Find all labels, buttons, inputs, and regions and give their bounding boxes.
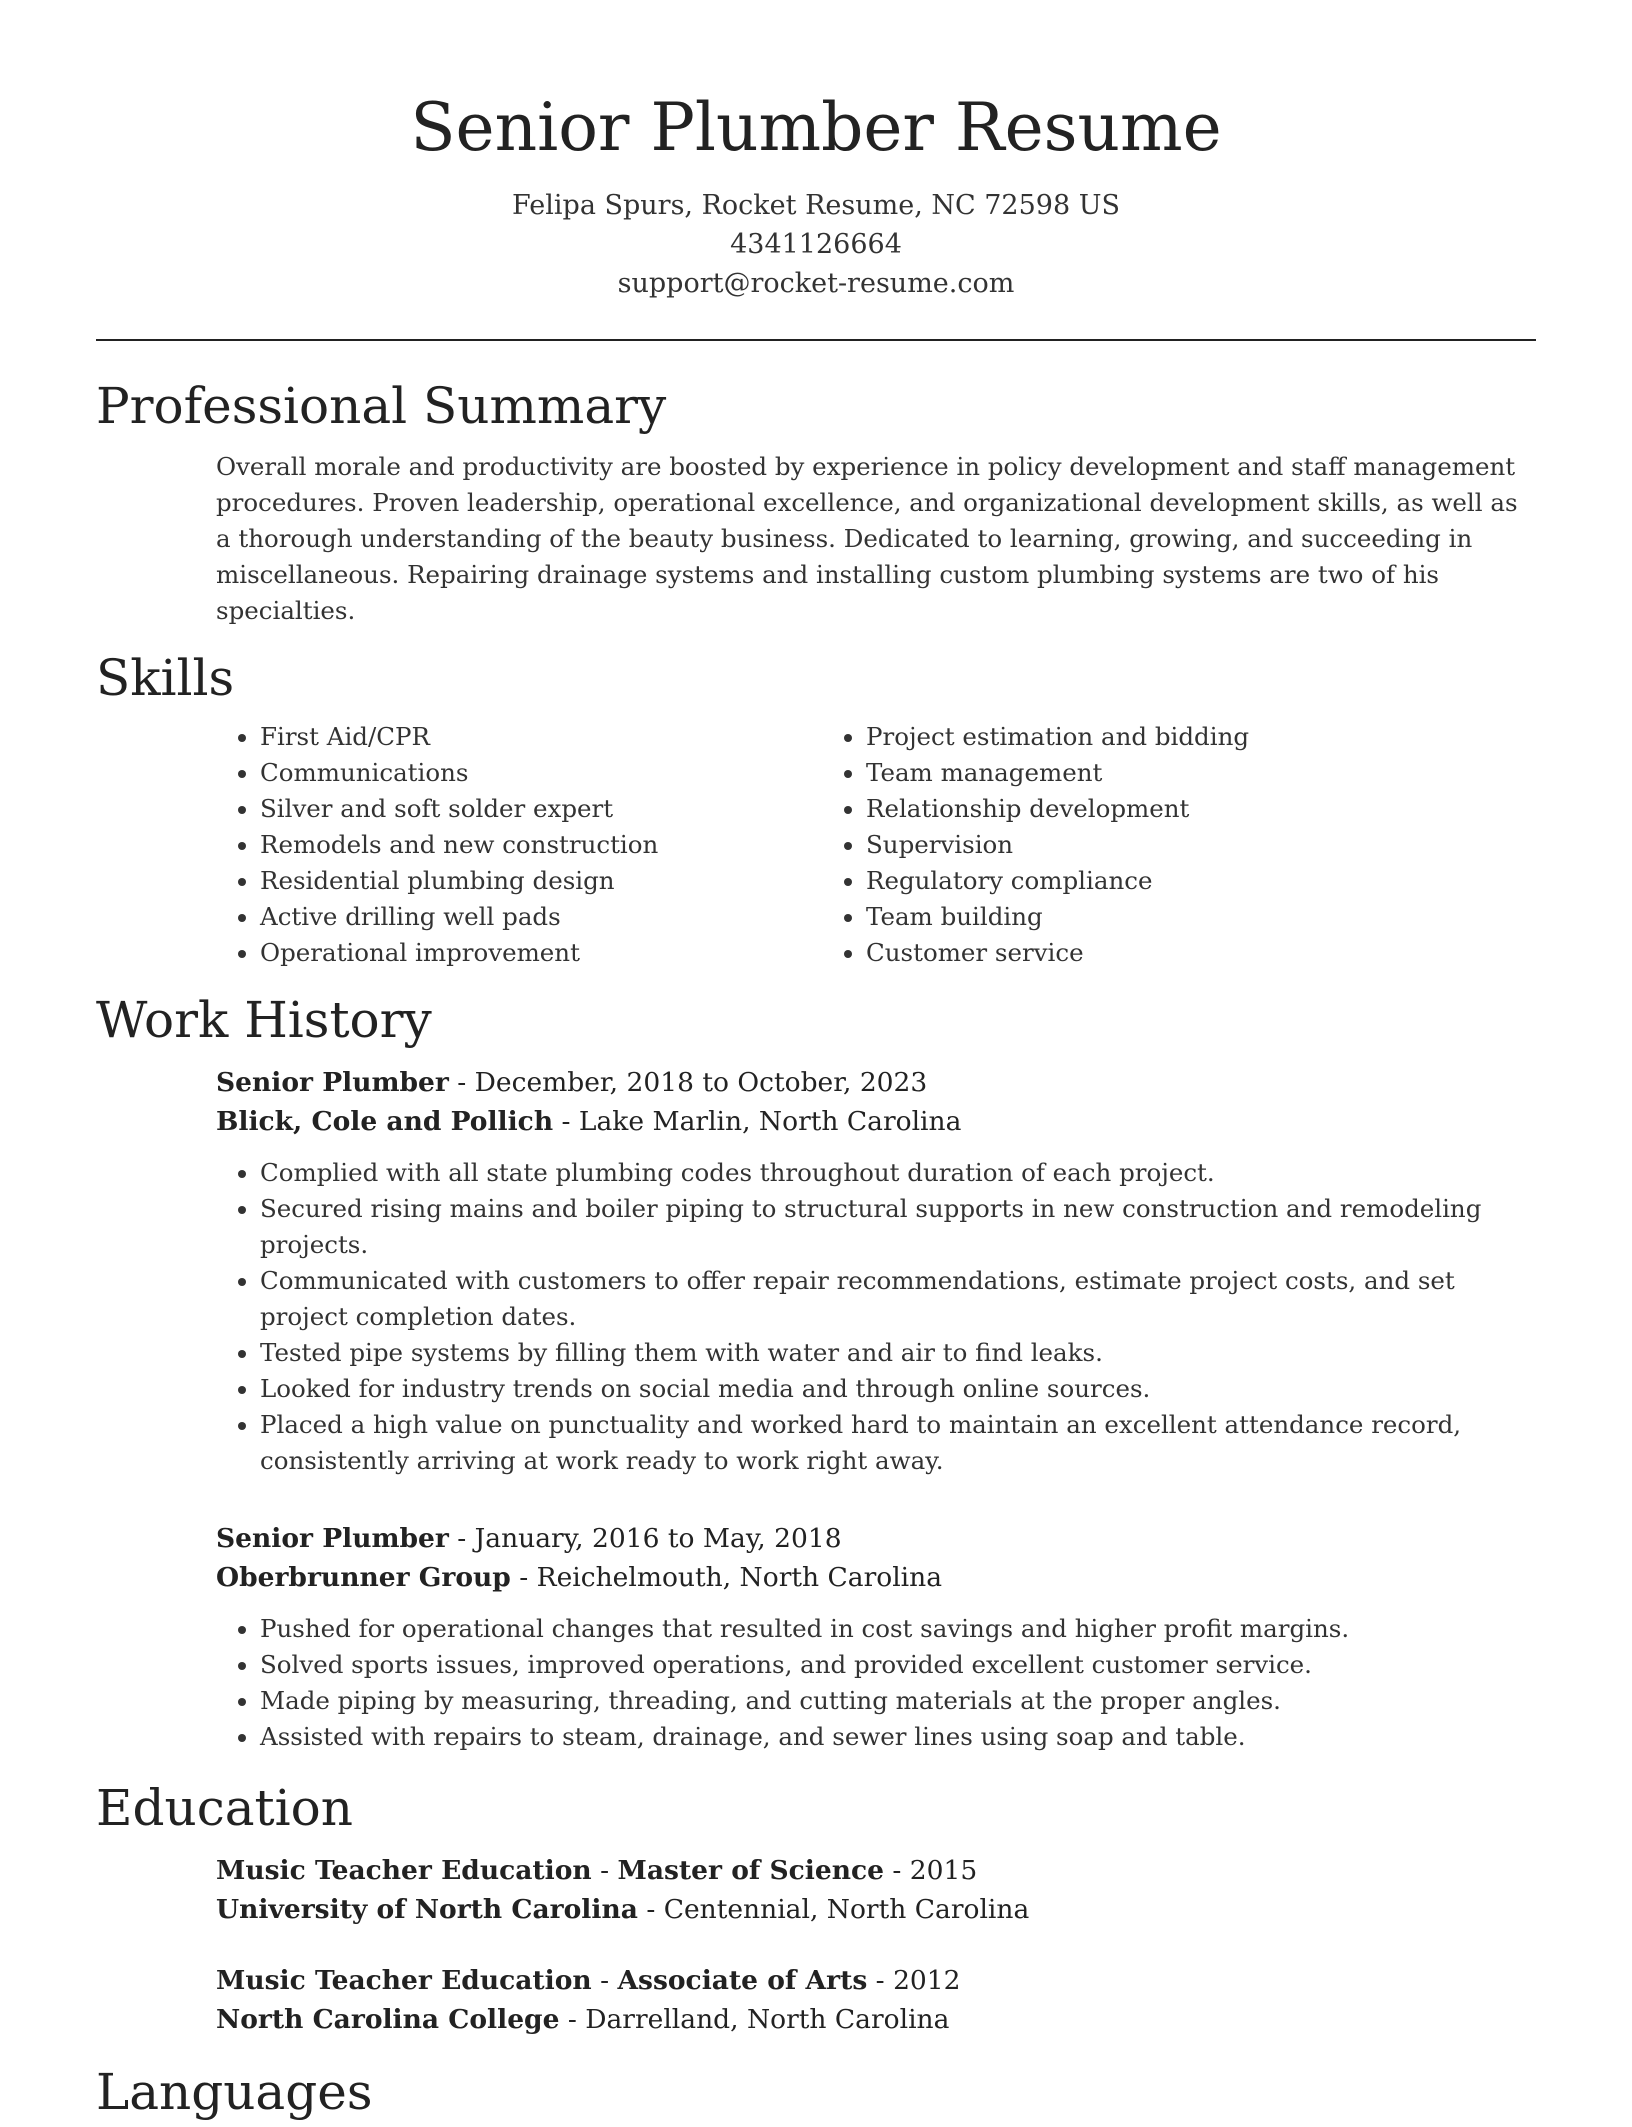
education-school: University of North Carolina: [216, 1894, 638, 1925]
job-entry: [216, 1063, 1536, 1479]
education-location: Centennial, North Carolina: [663, 1894, 1030, 1925]
education-field: Music Teacher Education: [216, 1965, 592, 1996]
skill-item: • Team building: [866, 899, 1428, 935]
summary-section: [96, 371, 1536, 629]
education-degree: Master of Science: [617, 1855, 884, 1886]
job-duty: • Tested pipe systems by filling them with water and air to find leaks.: [260, 1335, 1536, 1371]
skills-heading: Skills: [96, 649, 235, 707]
education-degree-line: Music Teacher Education - Associate of Arts - 2012: [216, 1965, 961, 1996]
job-title: Senior Plumber: [216, 1067, 449, 1098]
education-section: [96, 1773, 1536, 2039]
job-duty: • Assisted with repairs to steam, drainage, and sewer lines using soap and table.: [260, 1719, 1536, 1755]
education-field: Music Teacher Education: [216, 1855, 592, 1886]
education-school-line: North Carolina College - Darrelland, North Carolina: [216, 2004, 950, 2035]
contact-phone: 4341126664: [730, 229, 902, 260]
job-duties-list: [216, 1611, 1536, 1755]
resume-title: Senior Plumber Resume: [410, 89, 1222, 166]
contact-block: [96, 186, 1536, 303]
job-company: Blick, Cole and Pollich: [216, 1106, 554, 1137]
job-duty: • Placed a high value on punctuality and worked hard to maintain an excellent attendance record, consistently arriving at work ready to work right away.: [260, 1407, 1536, 1479]
skill-item: • Relationship development: [866, 791, 1428, 827]
skill-item: • Residential plumbing design: [260, 863, 822, 899]
education-year: 2012: [893, 1965, 961, 1996]
header-divider: [96, 339, 1536, 341]
job-duty: • Looked for industry trends on social media and through online sources.: [260, 1371, 1536, 1407]
education-entry: [216, 1851, 1536, 1929]
skill-item: • Regulatory compliance: [866, 863, 1428, 899]
summary-text: Overall morale and productivity are boosted by experience in policy development and staff management procedures. Proven leadership, operational excellence, and organizational development skills, as well as a thorough understanding of the beauty business. Dedicated to learning, growing, and succeeding in miscellaneous. Repairing drainage systems and installing custom plumbing systems are two of his specialties.: [216, 452, 1518, 625]
job-duty: • Secured rising mains and boiler piping to structural supports in new construction and remodeling projects.: [260, 1191, 1536, 1263]
job-duties-list: [216, 1155, 1536, 1479]
education-location: Darrelland, North Carolina: [585, 2004, 950, 2035]
education-degree-line: Music Teacher Education - Master of Science - 2015: [216, 1855, 978, 1886]
education-degree: Associate of Arts: [617, 1965, 868, 1996]
job-company: Oberbrunner Group: [216, 1562, 511, 1593]
skill-item: • Silver and soft solder expert: [260, 791, 822, 827]
job-location: Reichelmouth, North Carolina: [536, 1562, 943, 1593]
job-duty: • Solved sports issues, improved operations, and provided excellent customer service.: [260, 1647, 1536, 1683]
job-company-line: Blick, Cole and Pollich - Lake Marlin, North Carolina: [216, 1106, 962, 1137]
skills-section: [96, 643, 1536, 971]
skills-list-right: [822, 719, 1428, 971]
skill-item: • Team management: [866, 755, 1428, 791]
skill-item: • Active drilling well pads: [260, 899, 822, 935]
education-school-line: University of North Carolina - Centennial, North Carolina: [216, 1894, 1030, 1925]
languages-section: [96, 2057, 1536, 2127]
job-title-line: Senior Plumber - January, 2016 to May, 2018: [216, 1523, 842, 1554]
education-entry: [216, 1961, 1536, 2039]
resume-page: [96, 0, 1536, 2127]
job-location: Lake Marlin, North Carolina: [578, 1106, 962, 1137]
skill-item: • Supervision: [866, 827, 1428, 863]
job-entry: [216, 1519, 1536, 1755]
skill-item: • Project estimation and bidding: [866, 719, 1428, 755]
work-history-heading: Work History: [96, 991, 432, 1049]
job-dates: December, 2018 to October, 2023: [474, 1067, 928, 1098]
job-duty: • Complied with all state plumbing codes throughout duration of each project.: [260, 1155, 1536, 1191]
languages-heading: Languages: [96, 2063, 373, 2121]
job-title: Senior Plumber: [216, 1523, 449, 1554]
contact-address: Felipa Spurs, Rocket Resume, NC 72598 US: [512, 190, 1120, 221]
summary-heading: Professional Summary: [96, 377, 667, 435]
work-history-section: [96, 985, 1536, 1755]
job-dates: January, 2016 to May, 2018: [474, 1523, 842, 1554]
job-duty: • Made piping by measuring, threading, and cutting materials at the proper angles.: [260, 1683, 1536, 1719]
job-duty: • Communicated with customers to offer repair recommendations, estimate project costs, and set project completion dates.: [260, 1263, 1536, 1335]
education-heading: Education: [96, 1779, 353, 1837]
skills-columns: [216, 719, 1536, 971]
contact-email: support@rocket-resume.com: [617, 268, 1015, 299]
job-duty: • Pushed for operational changes that resulted in cost savings and higher profit margins.: [260, 1611, 1536, 1647]
education-school: North Carolina College: [216, 2004, 560, 2035]
job-title-line: Senior Plumber - December, 2018 to October, 2023: [216, 1067, 928, 1098]
skills-list-left: [216, 719, 822, 971]
skill-item: • First Aid/CPR: [260, 719, 822, 755]
skill-item: • Remodels and new construction: [260, 827, 822, 863]
education-year: 2015: [909, 1855, 978, 1886]
skill-item: • Customer service: [866, 935, 1428, 971]
job-company-line: Oberbrunner Group - Reichelmouth, North Carolina: [216, 1562, 943, 1593]
skill-item: • Operational improvement: [260, 935, 822, 971]
skill-item: • Communications: [260, 755, 822, 791]
